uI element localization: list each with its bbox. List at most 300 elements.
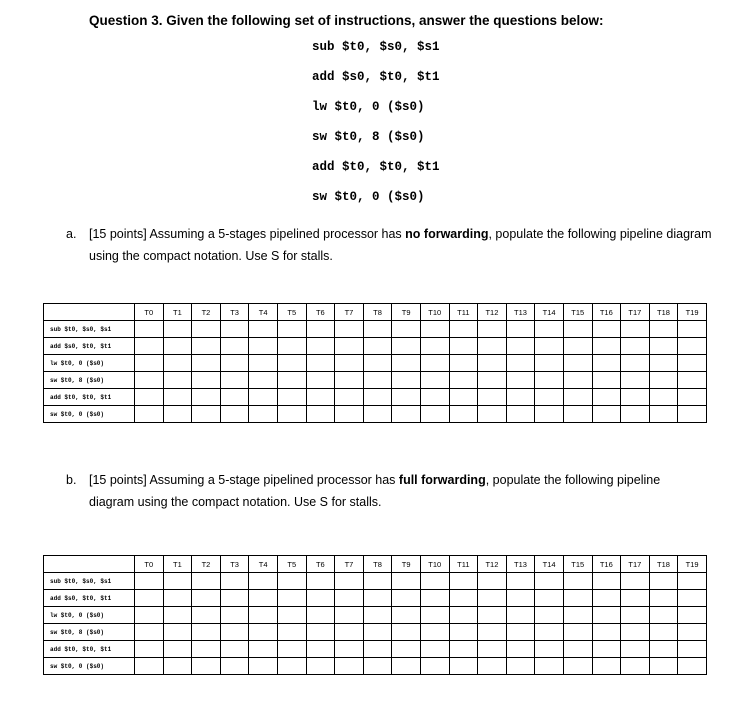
table-row: [44, 573, 707, 590]
pipeline-cell[interactable]: [220, 641, 249, 658]
pipeline-cell[interactable]: [363, 338, 392, 355]
pipeline-cell[interactable]: [535, 658, 564, 675]
pipeline-cell[interactable]: [392, 389, 421, 406]
pipeline-cell[interactable]: [621, 658, 650, 675]
pipeline-cell[interactable]: [420, 624, 449, 641]
pipeline-cell[interactable]: [249, 624, 278, 641]
pipeline-cell[interactable]: [478, 406, 507, 423]
time-header: T4: [249, 304, 278, 321]
pipeline-cell[interactable]: [563, 624, 592, 641]
time-header: T16: [592, 304, 621, 321]
pipeline-cell[interactable]: [277, 321, 306, 338]
pipeline-cell[interactable]: [135, 338, 164, 355]
pipeline-cell[interactable]: [277, 406, 306, 423]
time-header: T9: [392, 304, 421, 321]
pipeline-cell[interactable]: [135, 607, 164, 624]
pipeline-cell[interactable]: [649, 338, 678, 355]
pipeline-cell[interactable]: [506, 355, 535, 372]
pipeline-cell[interactable]: [306, 641, 335, 658]
pipeline-cell[interactable]: [135, 624, 164, 641]
pipeline-cell[interactable]: [535, 641, 564, 658]
pipeline-cell[interactable]: [163, 641, 192, 658]
pipeline-cell[interactable]: [306, 372, 335, 389]
pipeline-cell[interactable]: [563, 641, 592, 658]
pipeline-cell[interactable]: [192, 658, 221, 675]
pipeline-cell[interactable]: [220, 355, 249, 372]
pipeline-cell[interactable]: [220, 573, 249, 590]
time-header: T14: [535, 556, 564, 573]
pipeline-cell[interactable]: [192, 590, 221, 607]
pipeline-cell[interactable]: [592, 406, 621, 423]
pipeline-cell[interactable]: [220, 607, 249, 624]
pipeline-cell[interactable]: [163, 355, 192, 372]
pipeline-cell[interactable]: [363, 658, 392, 675]
pipeline-cell[interactable]: [249, 590, 278, 607]
pipeline-cell[interactable]: [420, 590, 449, 607]
pipeline-cell[interactable]: [420, 372, 449, 389]
pipeline-cell[interactable]: [249, 658, 278, 675]
pipeline-cell[interactable]: [392, 573, 421, 590]
pipeline-cell[interactable]: [649, 641, 678, 658]
pipeline-cell[interactable]: [621, 573, 650, 590]
time-header: T19: [678, 556, 707, 573]
pipeline-cell[interactable]: [535, 607, 564, 624]
pipeline-cell[interactable]: [392, 406, 421, 423]
part-a-text: [89, 223, 719, 267]
table-row: [44, 658, 707, 675]
row-label: sub $t0, $s0, $s1: [44, 321, 135, 338]
pipeline-cell[interactable]: [592, 338, 621, 355]
pipeline-cell[interactable]: [335, 406, 364, 423]
pipeline-cell[interactable]: [363, 389, 392, 406]
pipeline-cell[interactable]: [335, 321, 364, 338]
pipeline-cell[interactable]: [363, 624, 392, 641]
table-row: [44, 321, 707, 338]
part-a-suffix: , populate the following pipeline diagram using the compact notation. Use S for stalls.: [89, 227, 712, 263]
pipeline-cell[interactable]: [249, 641, 278, 658]
pipeline-cell[interactable]: [592, 607, 621, 624]
table-row: [44, 338, 707, 355]
pipeline-cell[interactable]: [192, 573, 221, 590]
pipeline-cell[interactable]: [678, 624, 707, 641]
pipeline-cell[interactable]: [135, 406, 164, 423]
pipeline-cell[interactable]: [220, 321, 249, 338]
pipeline-cell[interactable]: [478, 338, 507, 355]
pipeline-diagram-a: [43, 303, 707, 423]
pipeline-cell[interactable]: [506, 406, 535, 423]
pipeline-cell[interactable]: [649, 573, 678, 590]
time-header: T8: [363, 304, 392, 321]
pipeline-cell[interactable]: [306, 321, 335, 338]
pipeline-cell[interactable]: [478, 590, 507, 607]
pipeline-cell[interactable]: [592, 624, 621, 641]
pipeline-cell[interactable]: [535, 406, 564, 423]
pipeline-cell[interactable]: [478, 389, 507, 406]
pipeline-cell[interactable]: [135, 355, 164, 372]
pipeline-cell[interactable]: [306, 624, 335, 641]
pipeline-cell[interactable]: [392, 658, 421, 675]
pipeline-cell[interactable]: [592, 321, 621, 338]
instruction-5: add $t0, $t0, $t1: [312, 160, 440, 174]
pipeline-cell[interactable]: [678, 321, 707, 338]
pipeline-cell[interactable]: [135, 389, 164, 406]
pipeline-cell[interactable]: [192, 321, 221, 338]
pipeline-cell[interactable]: [678, 389, 707, 406]
pipeline-cell[interactable]: [163, 573, 192, 590]
pipeline-cell[interactable]: [506, 607, 535, 624]
pipeline-cell[interactable]: [649, 389, 678, 406]
pipeline-cell[interactable]: [249, 573, 278, 590]
pipeline-cell[interactable]: [449, 372, 478, 389]
time-header: T15: [563, 556, 592, 573]
pipeline-cell[interactable]: [506, 573, 535, 590]
row-label: lw $t0, 0 ($s0): [44, 607, 135, 624]
time-header: T19: [678, 304, 707, 321]
pipeline-cell[interactable]: [563, 338, 592, 355]
pipeline-cell[interactable]: [306, 338, 335, 355]
row-label: sw $t0, 8 ($s0): [44, 372, 135, 389]
pipeline-cell[interactable]: [535, 372, 564, 389]
part-b-suffix: , populate the following pipeline diagram using the compact notation. Use S for stalls.: [89, 473, 661, 509]
pipeline-cell[interactable]: [649, 658, 678, 675]
instruction-3: lw $t0, 0 ($s0): [312, 100, 425, 114]
time-header: T7: [335, 556, 364, 573]
pipeline-cell[interactable]: [678, 607, 707, 624]
pipeline-cell[interactable]: [135, 573, 164, 590]
pipeline-cell[interactable]: [277, 590, 306, 607]
pipeline-cell[interactable]: [649, 321, 678, 338]
pipeline-cell[interactable]: [535, 321, 564, 338]
pipeline-cell[interactable]: [563, 658, 592, 675]
pipeline-cell[interactable]: [335, 338, 364, 355]
pipeline-cell[interactable]: [335, 372, 364, 389]
pipeline-cell[interactable]: [506, 641, 535, 658]
part-b-prefix: [15 points] Assuming a 5-stage pipelined processor has: [89, 473, 399, 487]
pipeline-cell[interactable]: [363, 590, 392, 607]
pipeline-cell[interactable]: [277, 658, 306, 675]
pipeline-cell[interactable]: [392, 641, 421, 658]
pipeline-cell[interactable]: [449, 658, 478, 675]
pipeline-cell[interactable]: [478, 573, 507, 590]
time-header: T5: [277, 556, 306, 573]
table-row: [44, 372, 707, 389]
pipeline-cell[interactable]: [277, 372, 306, 389]
pipeline-cell[interactable]: [249, 355, 278, 372]
pipeline-cell[interactable]: [621, 321, 650, 338]
pipeline-cell[interactable]: [506, 658, 535, 675]
table-row: [44, 641, 707, 658]
pipeline-cell[interactable]: [392, 355, 421, 372]
table-row: [44, 389, 707, 406]
pipeline-cell[interactable]: [621, 624, 650, 641]
pipeline-cell[interactable]: [449, 607, 478, 624]
time-header: T14: [535, 304, 564, 321]
pipeline-cell[interactable]: [535, 590, 564, 607]
pipeline-cell[interactable]: [249, 607, 278, 624]
pipeline-cell[interactable]: [621, 406, 650, 423]
pipeline-cell[interactable]: [449, 573, 478, 590]
pipeline-cell[interactable]: [249, 338, 278, 355]
pipeline-cell[interactable]: [220, 624, 249, 641]
question-title: Question 3. Given the following set of instructions, answer the questions below:: [89, 13, 604, 28]
time-header: T3: [220, 556, 249, 573]
pipeline-cell[interactable]: [592, 389, 621, 406]
time-header: T13: [506, 556, 535, 573]
pipeline-cell[interactable]: [192, 389, 221, 406]
pipeline-cell[interactable]: [335, 641, 364, 658]
pipeline-cell[interactable]: [277, 338, 306, 355]
pipeline-cell[interactable]: [392, 338, 421, 355]
pipeline-cell[interactable]: [592, 658, 621, 675]
time-header: T18: [649, 304, 678, 321]
row-label: add $s0, $t0, $t1: [44, 338, 135, 355]
pipeline-cell[interactable]: [649, 372, 678, 389]
pipeline-cell[interactable]: [449, 321, 478, 338]
part-a-prefix: [15 points] Assuming a 5-stages pipelined processor has: [89, 227, 406, 241]
pipeline-cell[interactable]: [192, 406, 221, 423]
pipeline-cell[interactable]: [306, 389, 335, 406]
table-row: [44, 607, 707, 624]
pipeline-cell[interactable]: [449, 355, 478, 372]
pipeline-cell[interactable]: [678, 590, 707, 607]
pipeline-cell[interactable]: [363, 372, 392, 389]
pipeline-cell[interactable]: [678, 658, 707, 675]
pipeline-cell[interactable]: [678, 641, 707, 658]
pipeline-cell[interactable]: [249, 321, 278, 338]
pipeline-cell[interactable]: [420, 573, 449, 590]
pipeline-cell[interactable]: [478, 624, 507, 641]
pipeline-cell[interactable]: [563, 372, 592, 389]
pipeline-cell[interactable]: [678, 355, 707, 372]
pipeline-cell[interactable]: [506, 624, 535, 641]
pipeline-cell[interactable]: [649, 406, 678, 423]
pipeline-cell[interactable]: [563, 590, 592, 607]
pipeline-cell[interactable]: [306, 355, 335, 372]
pipeline-cell[interactable]: [449, 590, 478, 607]
pipeline-cell[interactable]: [163, 406, 192, 423]
pipeline-cell[interactable]: [392, 624, 421, 641]
pipeline-cell[interactable]: [678, 573, 707, 590]
pipeline-cell[interactable]: [163, 590, 192, 607]
pipeline-cell[interactable]: [678, 372, 707, 389]
pipeline-cell[interactable]: [192, 624, 221, 641]
pipeline-cell[interactable]: [277, 573, 306, 590]
pipeline-cell[interactable]: [163, 389, 192, 406]
instruction-1: sub $t0, $s0, $s1: [312, 40, 440, 54]
pipeline-cell[interactable]: [220, 372, 249, 389]
pipeline-cell[interactable]: [563, 321, 592, 338]
pipeline-cell[interactable]: [135, 658, 164, 675]
pipeline-cell[interactable]: [163, 624, 192, 641]
row-label: add $s0, $t0, $t1: [44, 590, 135, 607]
pipeline-cell[interactable]: [220, 590, 249, 607]
pipeline-cell[interactable]: [678, 406, 707, 423]
pipeline-cell[interactable]: [535, 338, 564, 355]
pipeline-cell[interactable]: [478, 321, 507, 338]
pipeline-cell[interactable]: [306, 590, 335, 607]
pipeline-cell[interactable]: [277, 355, 306, 372]
corner-cell: [44, 304, 135, 321]
pipeline-cell[interactable]: [535, 389, 564, 406]
pipeline-cell[interactable]: [192, 607, 221, 624]
pipeline-cell[interactable]: [220, 389, 249, 406]
pipeline-cell[interactable]: [163, 321, 192, 338]
row-label: sw $t0, 8 ($s0): [44, 624, 135, 641]
pipeline-cell[interactable]: [220, 658, 249, 675]
time-header: T2: [192, 556, 221, 573]
pipeline-cell[interactable]: [649, 624, 678, 641]
time-header: T8: [363, 556, 392, 573]
corner-cell: [44, 556, 135, 573]
pipeline-cell[interactable]: [592, 372, 621, 389]
pipeline-cell[interactable]: [277, 641, 306, 658]
pipeline-cell[interactable]: [592, 355, 621, 372]
pipeline-cell[interactable]: [506, 590, 535, 607]
pipeline-cell[interactable]: [306, 573, 335, 590]
pipeline-cell[interactable]: [478, 372, 507, 389]
pipeline-cell[interactable]: [420, 389, 449, 406]
pipeline-cell[interactable]: [621, 389, 650, 406]
row-label: sw $t0, 0 ($s0): [44, 406, 135, 423]
pipeline-cell[interactable]: [420, 338, 449, 355]
pipeline-cell[interactable]: [649, 607, 678, 624]
pipeline-cell[interactable]: [192, 372, 221, 389]
pipeline-cell[interactable]: [335, 658, 364, 675]
pipeline-cell[interactable]: [506, 372, 535, 389]
pipeline-cell[interactable]: [478, 641, 507, 658]
pipeline-cell[interactable]: [621, 372, 650, 389]
pipeline-cell[interactable]: [478, 607, 507, 624]
pipeline-cell[interactable]: [277, 607, 306, 624]
pipeline-cell[interactable]: [220, 338, 249, 355]
time-header: T9: [392, 556, 421, 573]
pipeline-cell[interactable]: [363, 321, 392, 338]
pipeline-cell[interactable]: [363, 607, 392, 624]
pipeline-cell[interactable]: [678, 338, 707, 355]
pipeline-cell[interactable]: [163, 338, 192, 355]
pipeline-cell[interactable]: [392, 607, 421, 624]
time-header: T12: [478, 556, 507, 573]
pipeline-cell[interactable]: [306, 658, 335, 675]
pipeline-cell[interactable]: [335, 624, 364, 641]
pipeline-cell[interactable]: [392, 321, 421, 338]
pipeline-cell[interactable]: [592, 641, 621, 658]
pipeline-cell[interactable]: [420, 641, 449, 658]
time-header: T6: [306, 556, 335, 573]
pipeline-cell[interactable]: [621, 590, 650, 607]
pipeline-cell[interactable]: [621, 607, 650, 624]
pipeline-cell[interactable]: [335, 607, 364, 624]
time-header: T16: [592, 556, 621, 573]
pipeline-diagram-b: [43, 555, 707, 675]
pipeline-cell[interactable]: [192, 641, 221, 658]
pipeline-cell[interactable]: [478, 355, 507, 372]
pipeline-cell[interactable]: [449, 406, 478, 423]
row-label: add $t0, $t0, $t1: [44, 641, 135, 658]
pipeline-cell[interactable]: [363, 406, 392, 423]
time-header: T1: [163, 556, 192, 573]
pipeline-cell[interactable]: [506, 389, 535, 406]
pipeline-cell[interactable]: [563, 389, 592, 406]
pipeline-cell[interactable]: [249, 372, 278, 389]
pipeline-cell[interactable]: [306, 406, 335, 423]
pipeline-cell[interactable]: [335, 355, 364, 372]
pipeline-cell[interactable]: [621, 355, 650, 372]
pipeline-cell[interactable]: [449, 624, 478, 641]
time-header: T3: [220, 304, 249, 321]
pipeline-cell[interactable]: [506, 338, 535, 355]
pipeline-cell[interactable]: [249, 406, 278, 423]
pipeline-cell[interactable]: [335, 590, 364, 607]
pipeline-cell[interactable]: [420, 658, 449, 675]
time-header: T11: [449, 304, 478, 321]
pipeline-cell[interactable]: [449, 389, 478, 406]
pipeline-cell[interactable]: [163, 607, 192, 624]
pipeline-cell[interactable]: [135, 321, 164, 338]
pipeline-cell[interactable]: [563, 573, 592, 590]
pipeline-cell[interactable]: [420, 355, 449, 372]
table-row: [44, 590, 707, 607]
pipeline-cell[interactable]: [563, 406, 592, 423]
pipeline-cell[interactable]: [621, 641, 650, 658]
part-a-emphasis: no forwarding: [405, 227, 489, 241]
pipeline-cell[interactable]: [163, 658, 192, 675]
pipeline-cell[interactable]: [563, 607, 592, 624]
pipeline-cell[interactable]: [649, 355, 678, 372]
pipeline-cell[interactable]: [192, 355, 221, 372]
pipeline-cell[interactable]: [335, 573, 364, 590]
pipeline-cell[interactable]: [363, 355, 392, 372]
pipeline-cell[interactable]: [535, 573, 564, 590]
pipeline-cell[interactable]: [621, 338, 650, 355]
pipeline-cell[interactable]: [135, 590, 164, 607]
pipeline-cell[interactable]: [449, 338, 478, 355]
pipeline-cell[interactable]: [649, 590, 678, 607]
time-header: T17: [621, 556, 650, 573]
pipeline-cell[interactable]: [135, 372, 164, 389]
pipeline-cell[interactable]: [363, 641, 392, 658]
pipeline-cell[interactable]: [392, 372, 421, 389]
pipeline-cell[interactable]: [335, 389, 364, 406]
pipeline-cell[interactable]: [392, 590, 421, 607]
pipeline-cell[interactable]: [220, 406, 249, 423]
pipeline-cell[interactable]: [277, 624, 306, 641]
pipeline-cell[interactable]: [420, 406, 449, 423]
pipeline-cell[interactable]: [535, 624, 564, 641]
pipeline-cell[interactable]: [306, 607, 335, 624]
time-header: T10: [420, 556, 449, 573]
pipeline-cell[interactable]: [192, 338, 221, 355]
pipeline-cell[interactable]: [535, 355, 564, 372]
pipeline-cell[interactable]: [592, 573, 621, 590]
pipeline-cell[interactable]: [449, 641, 478, 658]
part-b-emphasis: full forwarding: [398, 473, 486, 487]
pipeline-cell[interactable]: [563, 355, 592, 372]
pipeline-cell[interactable]: [420, 321, 449, 338]
time-header: T15: [563, 304, 592, 321]
pipeline-cell[interactable]: [478, 658, 507, 675]
pipeline-cell[interactable]: [163, 372, 192, 389]
pipeline-cell[interactable]: [249, 389, 278, 406]
pipeline-cell[interactable]: [420, 607, 449, 624]
pipeline-cell[interactable]: [135, 641, 164, 658]
pipeline-cell[interactable]: [363, 573, 392, 590]
time-header: T10: [420, 304, 449, 321]
pipeline-cell[interactable]: [592, 590, 621, 607]
part-a-letter: a.: [66, 227, 77, 241]
pipeline-cell[interactable]: [277, 389, 306, 406]
pipeline-cell[interactable]: [506, 321, 535, 338]
